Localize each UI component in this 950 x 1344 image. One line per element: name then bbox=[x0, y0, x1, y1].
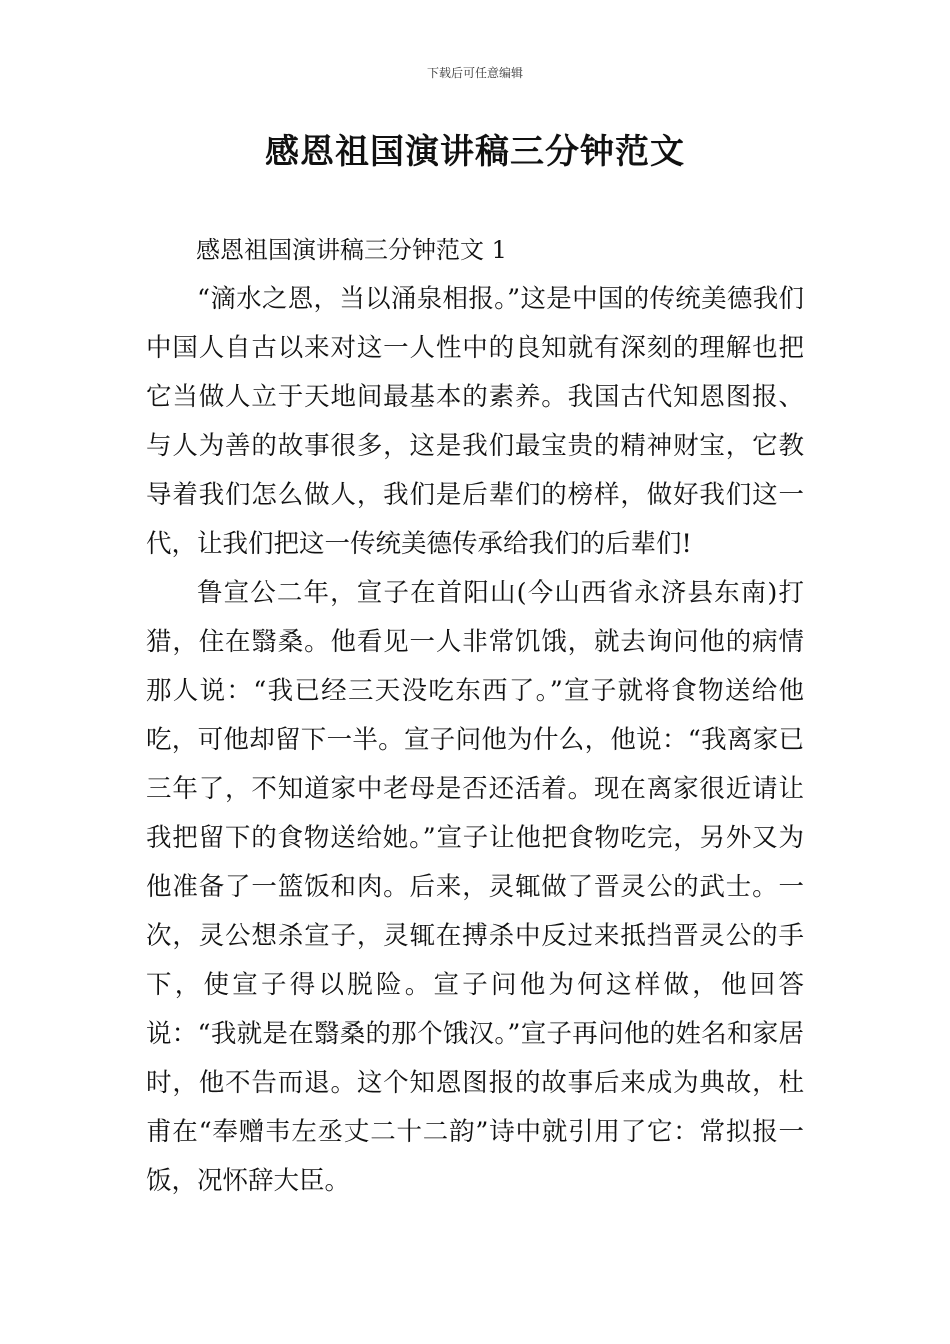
paragraph-1: “滴水之恩，当以涌泉相报。”这是中国的传统美德我们中国人自古以来对这一人性中的良知就有深刻的理解也把它当做人立于天地间最基本的素养。我国古代知恩图报、与人为善的故事很多，这是我们最宝贵的精神财宝，它教导着我们怎么做人，我们是后辈们的榜样，做好我们这一代，让我们把这一传统美德传承给我们的后辈们! bbox=[146, 284, 804, 559]
paragraph-2: 鲁宣公二年，宣子在首阳山(今山西省永济县东南)打猎，住在翳桑。他看见一人非常饥饿，就去询问他的病情那人说：“我已经三天没吃东西了。”宣子就将食物送给他吃，可他却留下一半。宣子问他为什么，他说：“我离家已三年了，不知道家中老母是否还活着。现在离家很近请让我把留下的食物送给她。”宣子让他把食物吃完，另外又为他准备了一篮饭和肉。后来，灵辄做了晋灵公的武士。一次，灵公想杀宣子，灵辄在搏杀中反过来抵挡晋灵公的手下，使宣子得以脱险。宣子问他为何这样做，他回答说：“我就是在翳桑的那个饿汉。”宣子再问他的姓名和家居时，他不告而退。这个知恩图报的故事后来成为典故，杜甫在“奉赠韦左丞丈二十二韵”诗中就引用了它：常拟报一饭，况怀辞大臣。 bbox=[146, 578, 804, 1196]
header-note: 下载后可任意编辑 bbox=[426, 66, 523, 80]
document-body bbox=[146, 226, 804, 1206]
document-title: 感恩祖国演讲稿三分钟范文 bbox=[265, 132, 685, 172]
section-heading: 感恩祖国演讲稿三分钟范文 1 bbox=[196, 236, 507, 264]
